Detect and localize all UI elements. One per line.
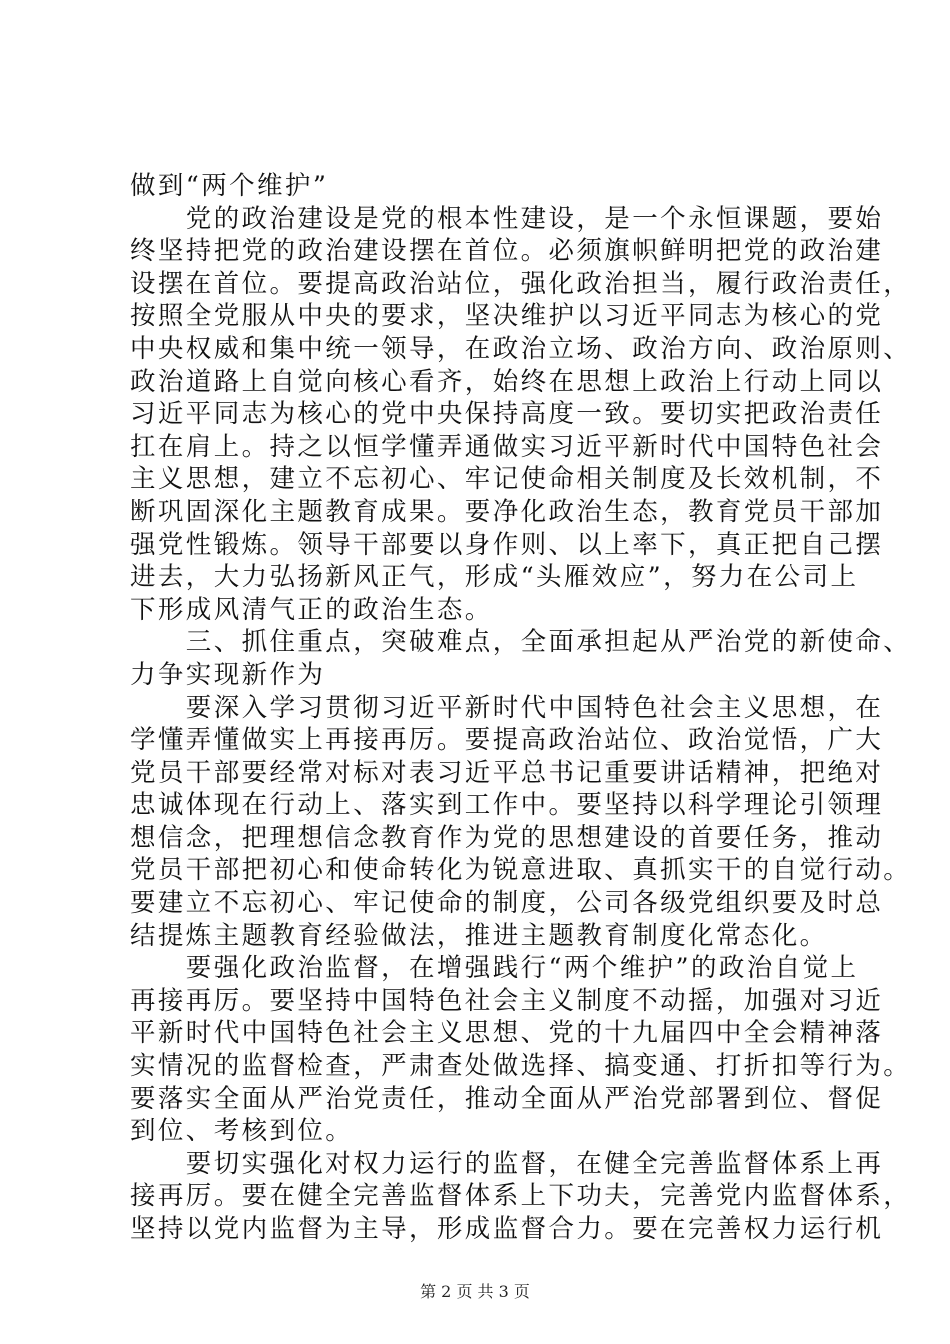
text-line: 主义思想，建立不忘初心、牢记使命相关制度及长效机制，不 xyxy=(130,464,884,495)
text-line: 做到“两个维护” xyxy=(130,171,329,201)
text-line: 党员干部要经常对标对表习近平总书记重要讲话精神，把绝对 xyxy=(130,757,884,788)
text-line: 设摆在首位。要提高政治站位，强化政治担当，履行政治责任， xyxy=(130,268,912,299)
text-line: 要切实强化对权力运行的监督，在健全完善监督体系上再 xyxy=(130,1148,884,1179)
text-line: 强党性锻炼。领导干部要以身作则、以上率下，真正把自己摆 xyxy=(130,529,884,560)
text-line: 坚持以党内监督为主导，形成监督合力。要在完善权力运行机 xyxy=(130,1214,884,1244)
document-body xyxy=(130,170,912,1246)
text-line: 党员干部把初心和使命转化为锐意进取、真抓实干的自觉行动。 xyxy=(130,855,912,886)
text-line: 想信念，把理想信念教育作为党的思想建设的首要任务，推动 xyxy=(130,822,884,853)
text-line: 断巩固深化主题教育成果。要净化政治生态，教育党员干部加 xyxy=(130,496,884,527)
page-number-footer: 第 2 页 共 3 页 xyxy=(420,1282,530,1301)
text-line: 到位、考核到位。 xyxy=(130,1116,354,1147)
text-line: 要深入学习贯彻习近平新时代中国特色社会主义思想，在 xyxy=(130,692,884,723)
text-line: 实情况的监督检查，严肃查处做选择、搞变通、打折扣等行为。 xyxy=(130,1051,912,1082)
text-line: 要建立不忘初心、牢记使命的制度，公司各级党组织要及时总 xyxy=(130,888,884,919)
text-line: 按照全党服从中央的要求，坚决维护以习近平同志为核心的党 xyxy=(130,301,884,332)
text-line: 结提炼主题教育经验做法，推进主题教育制度化常态化。 xyxy=(130,920,828,951)
text-line: 终坚持把党的政治建设摆在首位。必须旗帜鲜明把党的政治建 xyxy=(130,236,884,267)
text-line: 下形成风清气正的政治生态。 xyxy=(130,594,493,625)
text-line: 要落实全面从严治党责任，推动全面从严治党部署到位、督促 xyxy=(130,1083,884,1114)
text-line: 平新时代中国特色社会主义思想、党的十九届四中全会精神落 xyxy=(130,1018,884,1049)
text-line: 习近平同志为核心的党中央保持高度一致。要切实把政治责任 xyxy=(130,399,884,430)
text-line: 进去，大力弘扬新风正气，形成“头雁效应”，努力在公司上 xyxy=(130,562,859,593)
text-line: 要强化政治监督，在增强践行“两个维护”的政治自觉上 xyxy=(130,953,859,984)
text-line: 中央权威和集中统一领导，在政治立场、政治方向、政治原则、 xyxy=(130,333,912,364)
text-line: 忠诚体现在行动上、落实到工作中。要坚持以科学理论引领理 xyxy=(130,790,884,821)
section-heading-line: 力争实现新作为 xyxy=(130,659,326,690)
text-line: 再接再厉。要坚持中国特色社会主义制度不动摇，加强对习近 xyxy=(130,985,884,1016)
text-line: 接再厉。要在健全完善监督体系上下功夫，完善党内监督体系， xyxy=(130,1181,912,1212)
section-heading-line: 三、抓住重点，突破难点，全面承担起从严治党的新使命、 xyxy=(130,627,912,658)
text-line: 学懂弄懂做实上再接再厉。要提高政治站位、政治觉悟，广大 xyxy=(130,725,884,756)
text-line: 政治道路上自觉向核心看齐，始终在思想上政治上行动上同以 xyxy=(130,366,884,397)
text-line: 扛在肩上。持之以恒学懂弄通做实习近平新时代中国特色社会 xyxy=(130,431,884,462)
text-line: 党的政治建设是党的根本性建设，是一个永恒课题，要始 xyxy=(130,203,884,234)
